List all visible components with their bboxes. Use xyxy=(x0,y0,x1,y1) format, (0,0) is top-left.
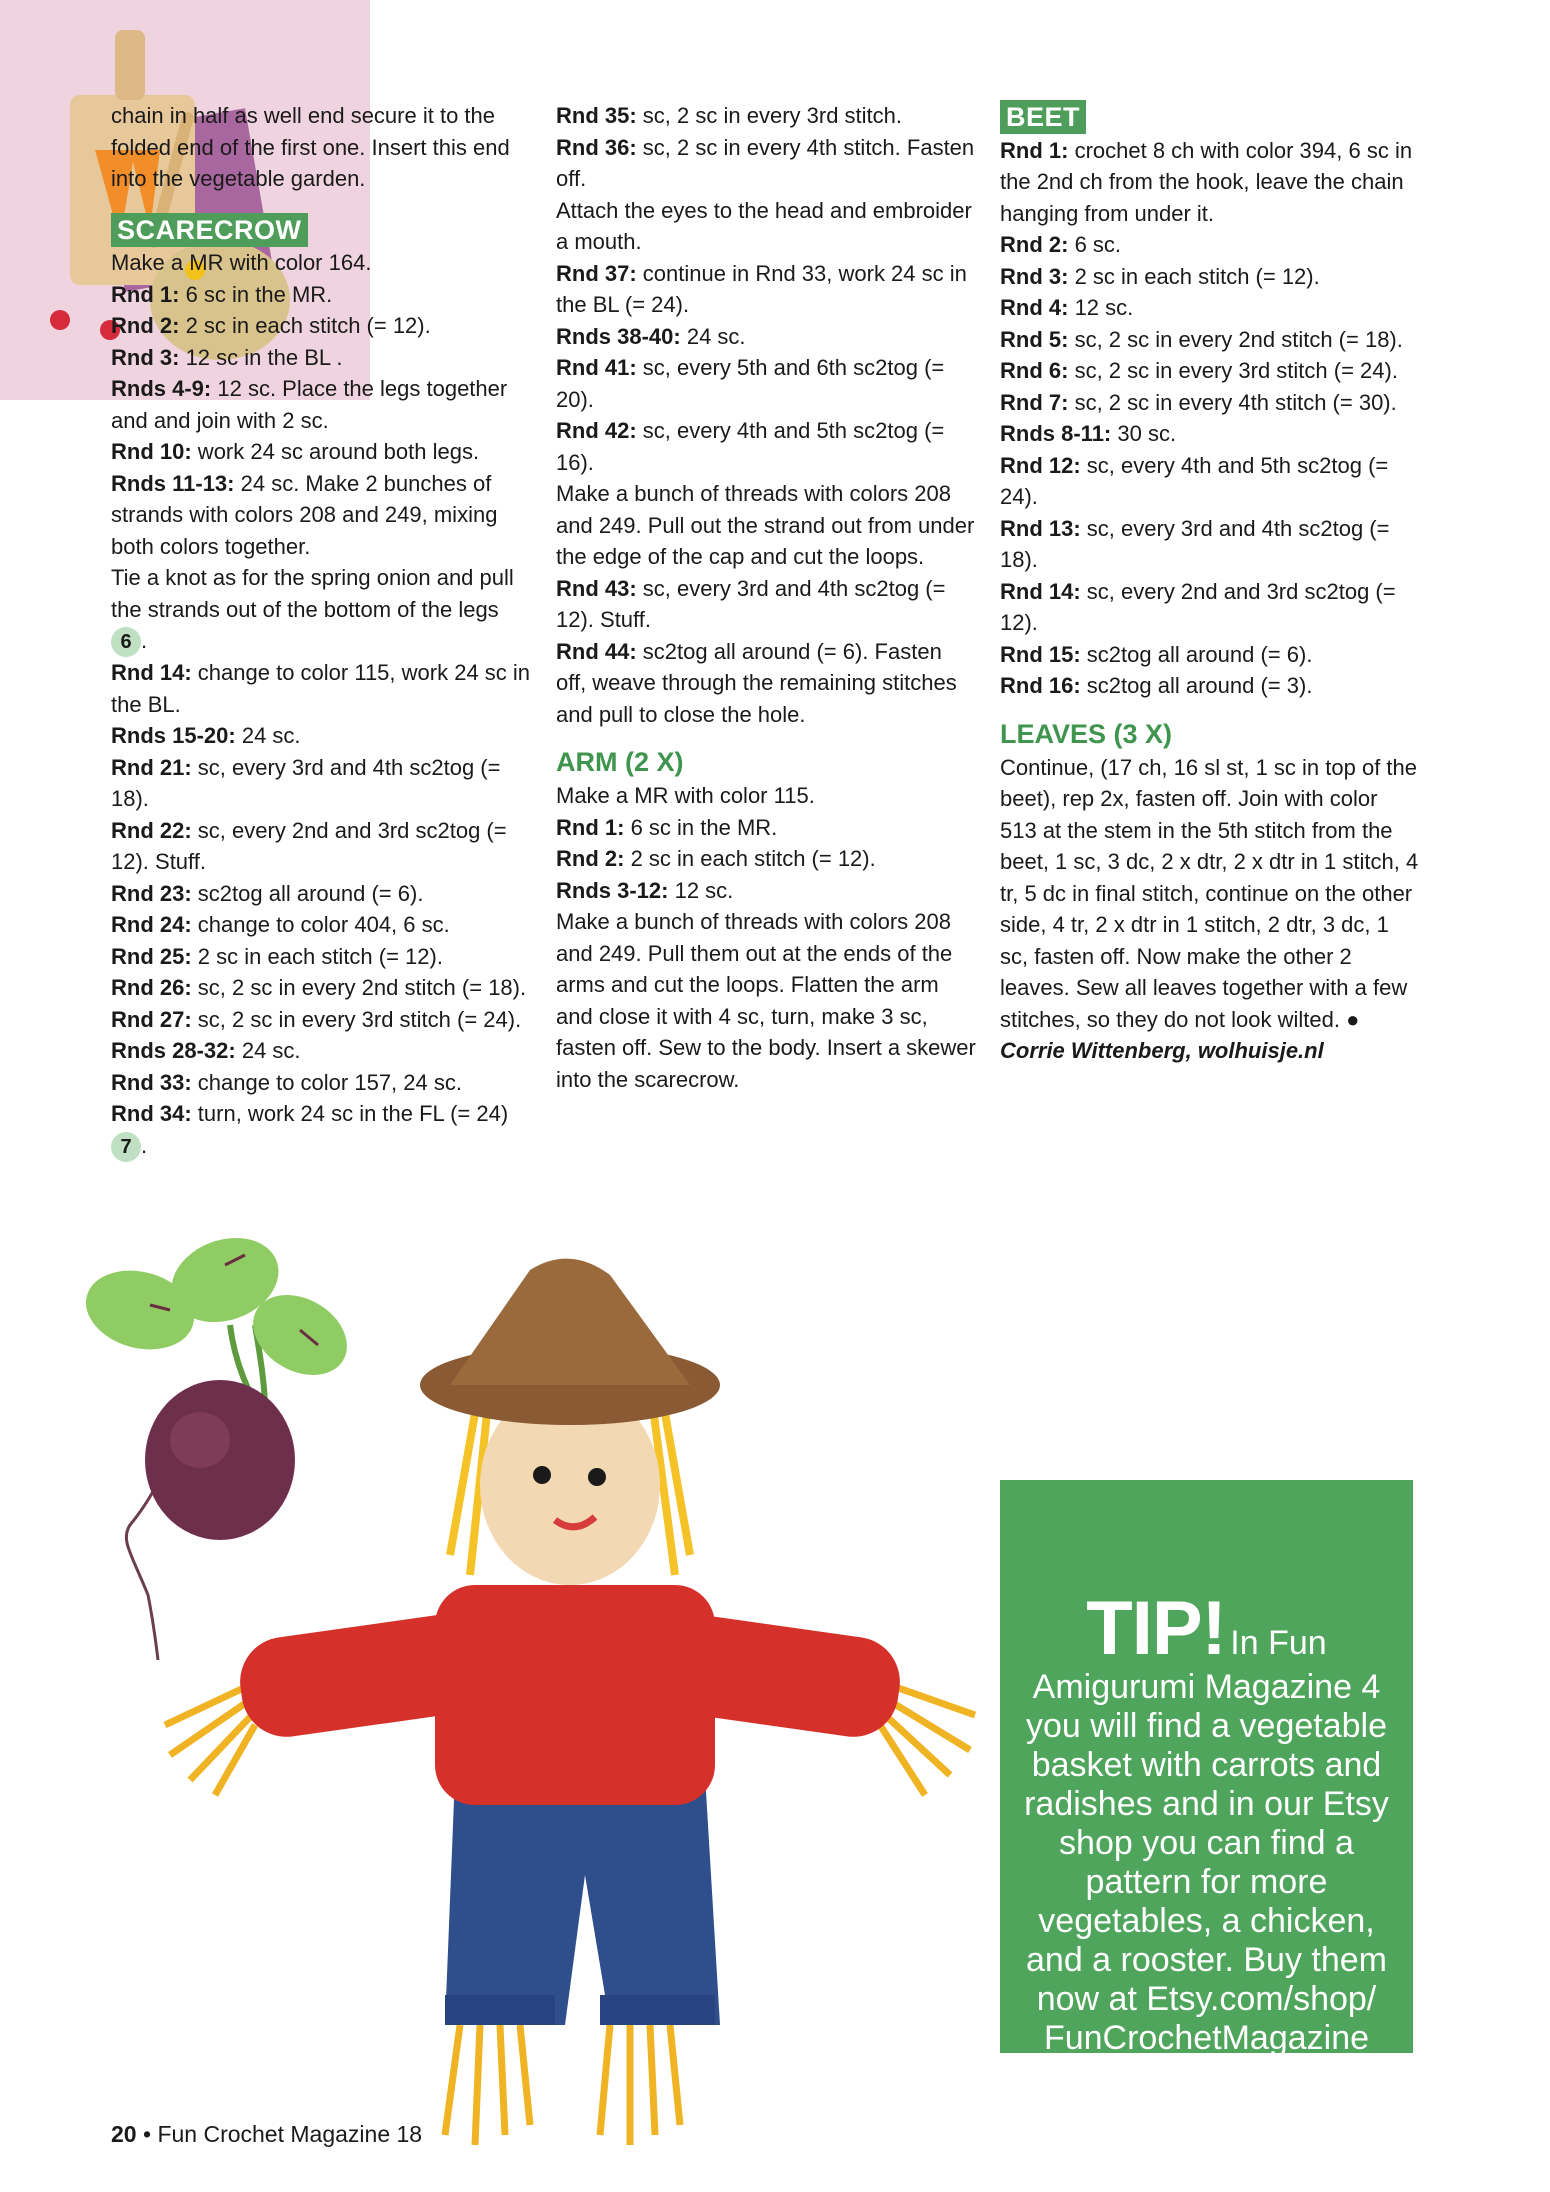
pattern-line xyxy=(111,909,531,941)
pattern-line xyxy=(1000,639,1420,671)
round-text: sc, every 3rd and 4th sc2tog (= 12). Stuff. xyxy=(556,575,946,632)
round-label: Rnd 6: xyxy=(1000,358,1069,383)
tip-box xyxy=(1000,1480,1413,2057)
pattern-line xyxy=(1000,387,1420,419)
round-text: 12 sc. xyxy=(1068,295,1134,320)
round-text: sc2tog all around (= 6). Fasten off, weave through the remaining stitches and pull to close the hole. xyxy=(556,638,957,727)
round-label: Rnd 3: xyxy=(1000,263,1069,289)
pattern-line xyxy=(111,342,531,374)
round-label: Rnds 28-32: xyxy=(111,1038,236,1064)
pattern-line xyxy=(111,279,531,311)
pattern-line xyxy=(111,373,531,436)
round-label: Rnd 1: xyxy=(111,281,180,307)
round-text: sc, 2 sc in every 4th stitch. Fasten off. xyxy=(556,134,975,191)
round-label: Rnds 11-13: xyxy=(111,470,235,496)
round-label: Rnd 10: xyxy=(111,439,192,464)
round-label: Rnd 1: xyxy=(556,814,625,840)
pattern-line xyxy=(556,906,976,1095)
round-text: 12 sc in the BL . xyxy=(179,344,343,370)
round-text: 24 sc. Make 2 bunches of strands with colors 208 and 249, mixing both colors together. xyxy=(111,470,498,559)
beet-heading: BEET xyxy=(1000,100,1086,134)
page-footer xyxy=(111,2120,422,2148)
round-label: Rnd 33: xyxy=(111,1069,192,1095)
pattern-line xyxy=(556,258,976,321)
author-signature: Corrie Wittenberg, wolhuisje.nl xyxy=(1000,1038,1324,1063)
pattern-line xyxy=(1000,355,1420,387)
round-text: 2 sc in each stitch (= 12). xyxy=(179,313,431,338)
pattern-line xyxy=(111,657,531,720)
pattern-line xyxy=(111,941,531,973)
round-text: 30 sc. xyxy=(1111,421,1177,446)
round-text: 2 sc in each stitch (= 12). xyxy=(1068,263,1320,289)
pattern-line xyxy=(556,636,976,731)
pattern-line xyxy=(1000,450,1420,513)
round-text: sc, 2 sc in every 4th stitch (= 30). xyxy=(1068,389,1397,415)
tip-text: Amigurumi Magazine 4 you will find a vegetable basket with carrots and radishes and in our Etsy shop you can find a pattern for more vegetables, a chicken, and a rooster. Buy them now at Etsy.com/shop/ FunCrochetMagazine xyxy=(1024,1668,1389,2057)
round-text: sc2tog all around (= 3). xyxy=(1080,673,1313,698)
pattern-line xyxy=(111,878,531,910)
round-text: Make a MR with color 115. xyxy=(556,783,815,808)
round-label: Rnd 25: xyxy=(111,943,192,969)
round-text: Tie a knot as for the spring onion and pull the strands out of the bottom of the legs xyxy=(111,565,514,622)
pattern-line xyxy=(556,415,976,478)
pattern-line xyxy=(556,780,976,812)
column-2 xyxy=(556,100,976,1095)
pattern-line xyxy=(111,436,531,468)
round-label: Rnd 22: xyxy=(111,817,192,843)
round-text: sc, 2 sc in every 3rd stitch (= 24). xyxy=(191,1006,522,1032)
footer-separator: • xyxy=(142,2121,152,2147)
round-text: sc2tog all around (= 6). xyxy=(1080,641,1313,667)
round-label: Rnd 2: xyxy=(556,846,625,871)
pattern-line xyxy=(1000,670,1420,702)
round-text: work 24 sc around both legs. xyxy=(191,439,480,464)
step-badge-6: 6 xyxy=(111,627,141,657)
intro-text: chain in half as well end secure it to the folded end of the first one. Insert this end into the vegetable garden. xyxy=(111,103,510,191)
round-label: Rnds 3-12: xyxy=(556,877,669,903)
round-text: 12 sc. Place the legs together and and join with 2 sc. xyxy=(111,376,508,433)
end-mark: ● xyxy=(1346,1006,1360,1032)
pattern-line xyxy=(556,352,976,415)
pattern-line xyxy=(111,720,531,752)
round-text: sc, every 2nd and 3rd sc2tog (= 12). Stuff. xyxy=(111,817,507,875)
pattern-line xyxy=(1000,513,1420,576)
pattern-line xyxy=(556,478,976,573)
round-text: continue in Rnd 33, work 24 sc in the BL (= 24). xyxy=(556,260,967,317)
round-text: sc, 2 sc in every 2nd stitch (= 18). xyxy=(191,975,527,1001)
round-label: Rnd 14: xyxy=(111,660,192,686)
badge-line: 6 . xyxy=(111,625,531,657)
pattern-line xyxy=(1000,261,1420,293)
round-label: Rnd 2: xyxy=(111,313,180,338)
round-text: 24 sc. xyxy=(680,323,746,349)
pattern-line xyxy=(111,1004,531,1036)
round-text: 12 sc. xyxy=(668,877,734,903)
round-text: crochet 8 ch with color 394, 6 sc in the 2nd ch from the hook, leave the chain hanging from under it. xyxy=(1000,137,1413,226)
column-3 xyxy=(1000,100,1420,1067)
pattern-line xyxy=(111,1067,531,1099)
round-label: Rnd 35: xyxy=(556,103,637,128)
round-label: Rnd 15: xyxy=(1000,641,1081,667)
round-label: Rnd 43: xyxy=(556,575,637,601)
tip-first-line: In Fun xyxy=(1230,1624,1327,1662)
arm-heading: ARM (2 X) xyxy=(556,747,684,777)
round-text: sc, every 5th and 6th sc2tog (= 20). xyxy=(556,355,945,412)
page-number: 20 xyxy=(111,2121,137,2147)
round-text: 2 sc in each stitch (= 12). xyxy=(191,943,443,969)
pattern-line xyxy=(1000,576,1420,639)
pattern-line xyxy=(1000,229,1420,261)
tip-headline xyxy=(1000,1586,1413,1671)
scarecrow-heading: SCARECROW xyxy=(111,213,308,247)
pattern-line xyxy=(111,752,531,815)
pattern-line xyxy=(556,875,976,907)
round-label: Rnd 27: xyxy=(111,1006,192,1032)
round-label: Rnd 37: xyxy=(556,260,637,286)
round-text: 6 sc in the MR. xyxy=(179,281,333,307)
leaves-heading: LEAVES (3 X) xyxy=(1000,718,1173,749)
pattern-line xyxy=(111,562,531,625)
pattern-line xyxy=(556,843,976,875)
round-label: Rnd 14: xyxy=(1000,578,1081,604)
round-label: Rnd 13: xyxy=(1000,515,1081,541)
round-text: sc, 2 sc in every 2nd stitch (= 18). xyxy=(1068,326,1403,352)
magazine-name: Fun Crochet Magazine 18 xyxy=(157,2121,423,2147)
round-text: Make a MR with color 164. xyxy=(111,250,372,275)
round-label: Rnds 4-9: xyxy=(111,376,212,401)
round-text: turn, work 24 sc in the FL (= 24) xyxy=(191,1101,509,1127)
pattern-line xyxy=(556,100,976,132)
pattern-line xyxy=(556,812,976,844)
round-text: Make a bunch of threads with colors 208 and 249. Pull them out at the ends of the arms and cut the loops. Flatten the arm and close it with 4 sc, turn, make 3 sc, fasten off. Sew to the body. Insert a skewer into the scarecrow. xyxy=(556,909,976,1092)
round-label: Rnd 42: xyxy=(556,418,637,443)
round-label: Rnd 3: xyxy=(111,344,180,370)
scarecrow-photo xyxy=(160,1255,980,2175)
round-label: Rnd 26: xyxy=(111,975,192,1001)
round-label: Rnd 5: xyxy=(1000,326,1069,352)
round-text: change to color 404, 6 sc. xyxy=(191,912,450,938)
column-1 xyxy=(111,100,531,1162)
round-text: sc, every 2nd and 3rd sc2tog (= 12). xyxy=(1000,578,1396,635)
pattern-line xyxy=(1000,292,1420,324)
pattern-line xyxy=(111,1035,531,1067)
pattern-line xyxy=(556,132,976,195)
round-text: sc, every 4th and 5th sc2tog (= 24). xyxy=(1000,452,1389,509)
round-text: sc, every 3rd and 4th sc2tog (= 18). xyxy=(1000,515,1390,572)
round-label: Rnd 36: xyxy=(556,134,637,160)
round-label: Rnds 38-40: xyxy=(556,323,681,349)
round-text: Make a bunch of threads with colors 208 and 249. Pull out the strand out from under the edge of the cap and cut the loops. xyxy=(556,481,975,569)
round-text: 6 sc in the MR. xyxy=(624,814,778,840)
round-text: 24 sc. xyxy=(235,723,301,749)
pattern-line xyxy=(111,815,531,878)
round-text: sc, every 4th and 5th sc2tog (= 16). xyxy=(556,418,945,475)
pattern-line xyxy=(111,247,531,279)
round-label: Rnd 41: xyxy=(556,355,637,380)
round-label: Rnd 34: xyxy=(111,1101,192,1127)
round-text: change to color 115, work 24 sc in the BL. xyxy=(111,660,531,717)
round-text: 24 sc. xyxy=(235,1038,301,1064)
round-text: change to color 157, 24 sc. xyxy=(191,1069,462,1095)
round-text: sc, 2 sc in every 3rd stitch (= 24). xyxy=(1068,358,1398,383)
round-text: sc, 2 sc in every 3rd stitch. xyxy=(636,103,902,128)
round-label: Rnd 4: xyxy=(1000,295,1069,320)
pattern-line xyxy=(556,321,976,353)
round-label: Rnd 44: xyxy=(556,638,637,664)
round-label: Rnd 16: xyxy=(1000,673,1081,698)
round-label: Rnds 15-20: xyxy=(111,723,236,749)
leaves-text: Continue, (17 ch, 16 sl st, 1 sc in top of the beet), rep 2x, fasten off. Join with color 513 at the stem in the 5th stitch from the beet, 1 sc, 3 dc, 2 x dtr, 2 x dtr in 1 stitch, 4 tr, 5 dc in final stitch, continue on the other side, 4 tr, 2 x dtr in 1 stitch, 2 dtr, 3 dc, 1 sc, fasten off. Now make the other 2 leaves. Sew all leaves together with a few stitches, so they do not look wilted. ● xyxy=(1000,754,1419,1032)
tip-title: TIP! xyxy=(1086,1586,1226,1671)
pattern-line xyxy=(1000,418,1420,450)
pattern-line xyxy=(556,195,976,258)
pattern-line xyxy=(111,972,531,1004)
tip-content xyxy=(1000,1586,1413,2058)
round-label: Rnd 23: xyxy=(111,880,192,906)
round-label: Rnds 8-11: xyxy=(1000,421,1112,446)
badge-line: 7 . xyxy=(111,1130,531,1162)
round-label: Rnd 7: xyxy=(1000,389,1069,415)
round-label: Rnd 2: xyxy=(1000,232,1069,257)
round-label: Rnd 12: xyxy=(1000,452,1081,478)
round-label: Rnd 21: xyxy=(111,754,192,780)
pattern-line xyxy=(111,310,531,342)
pattern-line xyxy=(111,1098,531,1130)
round-text: 6 sc. xyxy=(1068,232,1122,257)
round-text: 2 sc in each stitch (= 12). xyxy=(624,846,876,871)
round-text: sc2tog all around (= 6). xyxy=(191,880,424,906)
pattern-line xyxy=(111,468,531,563)
round-text: Attach the eyes to the head and embroider a mouth. xyxy=(556,197,972,254)
pattern-line xyxy=(1000,324,1420,356)
pattern-line xyxy=(1000,135,1420,230)
round-label: Rnd 24: xyxy=(111,912,192,938)
round-text: sc, every 3rd and 4th sc2tog (= 18). xyxy=(111,754,501,812)
step-badge-7: 7 xyxy=(111,1132,141,1162)
round-label: Rnd 1: xyxy=(1000,137,1069,163)
pattern-line xyxy=(556,573,976,636)
